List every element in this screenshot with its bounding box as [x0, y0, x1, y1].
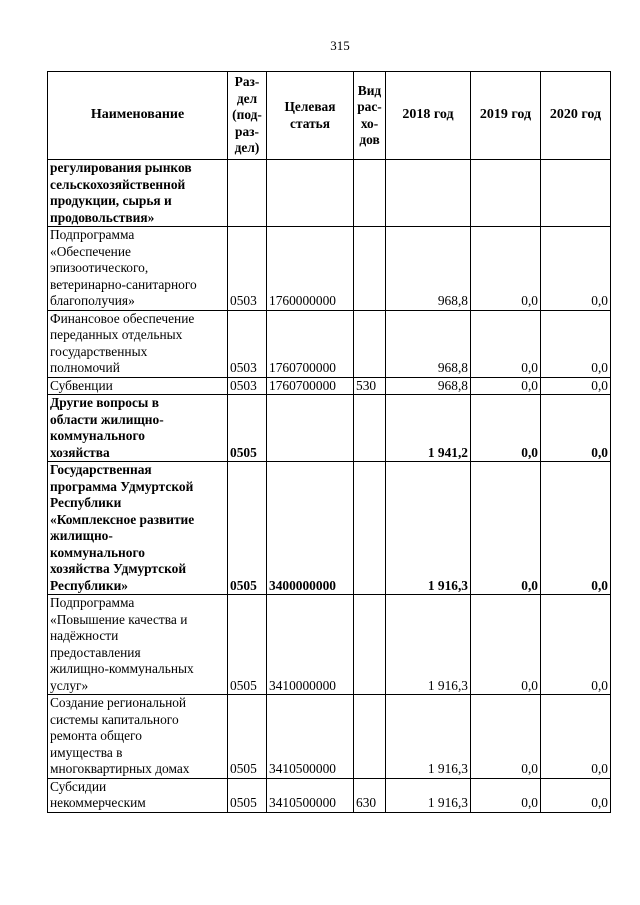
header-line: дов: [359, 132, 380, 147]
table-row: [48, 227, 611, 311]
page-number: 315: [330, 38, 350, 53]
row-section: 0503: [228, 310, 267, 377]
table-row: [48, 310, 611, 377]
row-name-line: хозяйства: [50, 444, 110, 460]
row-2019: 0,0: [471, 310, 541, 377]
header-line: дел): [234, 140, 260, 156]
row-name: [48, 462, 228, 595]
header-2019: 2019 год: [471, 72, 541, 160]
row-name-line: услуг»: [50, 677, 89, 693]
header-2018: 2018 год: [386, 72, 471, 160]
row-name: [48, 695, 228, 779]
row-name-line: Субсидии: [50, 778, 107, 794]
row-section: 0505: [228, 695, 267, 779]
row-expense-type: 530: [354, 377, 386, 395]
row-2020: 0,0: [541, 778, 611, 812]
header-line: раз-: [235, 123, 259, 139]
table-row: [48, 595, 611, 695]
row-expense-type: [354, 310, 386, 377]
row-name-line: сельскохозяйственной: [50, 176, 186, 192]
row-2020: 0,0: [541, 310, 611, 377]
row-target: 3410000000: [267, 595, 354, 695]
row-section: 0505: [228, 778, 267, 812]
row-name: [48, 310, 228, 377]
row-2019: 0,0: [471, 695, 541, 779]
row-name-line: переданных отдельных: [50, 327, 183, 342]
header-line: Вид: [357, 82, 382, 98]
row-expense-type: [354, 227, 386, 311]
row-expense-type: [354, 462, 386, 595]
row-name-line: ремонта общего: [50, 728, 142, 743]
row-2020: 0,0: [541, 462, 611, 595]
row-name-line: многоквартирных домах: [50, 761, 190, 776]
table-row: [48, 395, 611, 462]
header-section: [228, 72, 267, 160]
row-2020: 0,0: [541, 377, 611, 395]
budget-table: [47, 71, 611, 813]
row-name-line: «Комплексное развитие: [50, 511, 195, 527]
row-name-line: Республики: [50, 495, 122, 510]
row-name-line: благополучия»: [50, 293, 135, 308]
row-name-line: некоммерческим: [50, 795, 146, 810]
row-2019: [471, 160, 541, 227]
row-name-line: Государственная: [50, 462, 152, 477]
row-target: 1760700000: [267, 310, 354, 377]
header-line: Раз-: [234, 74, 260, 90]
row-target: 3410500000: [267, 778, 354, 812]
row-name-line: программа Удмуртской: [50, 478, 194, 494]
row-name: [48, 377, 228, 395]
row-2020: 0,0: [541, 595, 611, 695]
row-target: [267, 395, 354, 462]
row-target: 3410500000: [267, 695, 354, 779]
row-2018: [386, 160, 471, 227]
row-2019: 0,0: [471, 595, 541, 695]
row-name-line: имущества в: [50, 744, 123, 760]
row-name: [48, 227, 228, 311]
row-section: 0503: [228, 377, 267, 395]
row-name-line: полномочий: [50, 360, 120, 375]
row-2019: 0,0: [471, 395, 541, 462]
row-name-line: Финансовое обеспечение: [50, 310, 195, 326]
row-2020: 0,0: [541, 695, 611, 779]
header-expense-type: [354, 72, 386, 160]
row-name-line: области жилищно-: [50, 411, 164, 427]
row-expense-type: [354, 395, 386, 462]
table-row: [48, 778, 611, 812]
row-name-line: жилищно-коммунальных: [50, 661, 194, 676]
row-name-line: продукции, сырья и: [50, 193, 172, 208]
row-name: [48, 160, 228, 227]
row-2018: 968,8: [386, 310, 471, 377]
row-expense-type: 630: [354, 778, 386, 812]
header-line: хо-: [360, 115, 379, 131]
row-2020: 0,0: [541, 395, 611, 462]
row-name: [48, 595, 228, 695]
row-name-line: коммунального: [50, 428, 145, 443]
row-section: [228, 160, 267, 227]
row-name-line: продовольствия»: [50, 209, 155, 225]
header-line: статья: [290, 115, 330, 131]
row-name-line: Республики»: [50, 577, 129, 593]
row-2018: 1 941,2: [386, 395, 471, 462]
row-2018: 1 916,3: [386, 595, 471, 695]
header-line: рас-: [357, 99, 382, 114]
row-target: 3400000000: [267, 462, 354, 595]
row-target: 1760000000: [267, 227, 354, 311]
row-name-line: Другие вопросы в: [50, 395, 159, 410]
row-expense-type: [354, 595, 386, 695]
row-name-line: хозяйства Удмуртской: [50, 561, 187, 576]
row-name: [48, 778, 228, 812]
table-row: [48, 462, 611, 595]
header-line: Целевая: [284, 99, 336, 114]
row-name-line: надёжности: [50, 628, 119, 643]
row-name: [48, 395, 228, 462]
row-name-line: Подпрограмма: [50, 595, 135, 610]
row-name-line: жилищно-: [50, 528, 113, 543]
row-2018: 968,8: [386, 227, 471, 311]
header-line: дел: [236, 90, 258, 106]
header-2020: 2020 год: [541, 72, 611, 160]
row-expense-type: [354, 160, 386, 227]
row-target: [267, 160, 354, 227]
table-header-row: [48, 72, 611, 160]
row-name-line: Субвенции: [50, 377, 113, 393]
row-name-line: системы капитального: [50, 711, 179, 727]
row-expense-type: [354, 695, 386, 779]
row-name-line: государственных: [50, 343, 148, 359]
row-name-line: «Обеспечение: [50, 243, 131, 259]
table-row: [48, 377, 611, 395]
table-body: [48, 160, 611, 813]
row-section: 0505: [228, 462, 267, 595]
row-section: 0503: [228, 227, 267, 311]
row-name-line: ветеринарно-санитарного: [50, 276, 197, 292]
row-2019: 0,0: [471, 377, 541, 395]
row-target: 1760700000: [267, 377, 354, 395]
header-name: Наименование: [48, 72, 228, 160]
row-2018: 1 916,3: [386, 462, 471, 595]
header-target: [267, 72, 354, 160]
row-section: 0505: [228, 395, 267, 462]
header-line: (под-: [232, 107, 262, 123]
row-2020: [541, 160, 611, 227]
row-2019: 0,0: [471, 462, 541, 595]
row-name-line: Создание региональной: [50, 695, 187, 710]
row-2018: 1 916,3: [386, 695, 471, 779]
table-row: [48, 695, 611, 779]
row-name-line: эпизоотического,: [50, 260, 149, 275]
row-name-line: коммунального: [50, 544, 145, 560]
row-2018: 968,8: [386, 377, 471, 395]
table-row: [48, 160, 611, 227]
row-2019: 0,0: [471, 778, 541, 812]
row-2019: 0,0: [471, 227, 541, 311]
row-name-line: «Повышение качества и: [50, 611, 188, 627]
row-name-line: регулирования рынков: [50, 160, 192, 175]
row-2018: 1 916,3: [386, 778, 471, 812]
row-section: 0505: [228, 595, 267, 695]
row-name-line: Подпрограмма: [50, 227, 135, 242]
row-name-line: предоставления: [50, 644, 141, 660]
row-2020: 0,0: [541, 227, 611, 311]
